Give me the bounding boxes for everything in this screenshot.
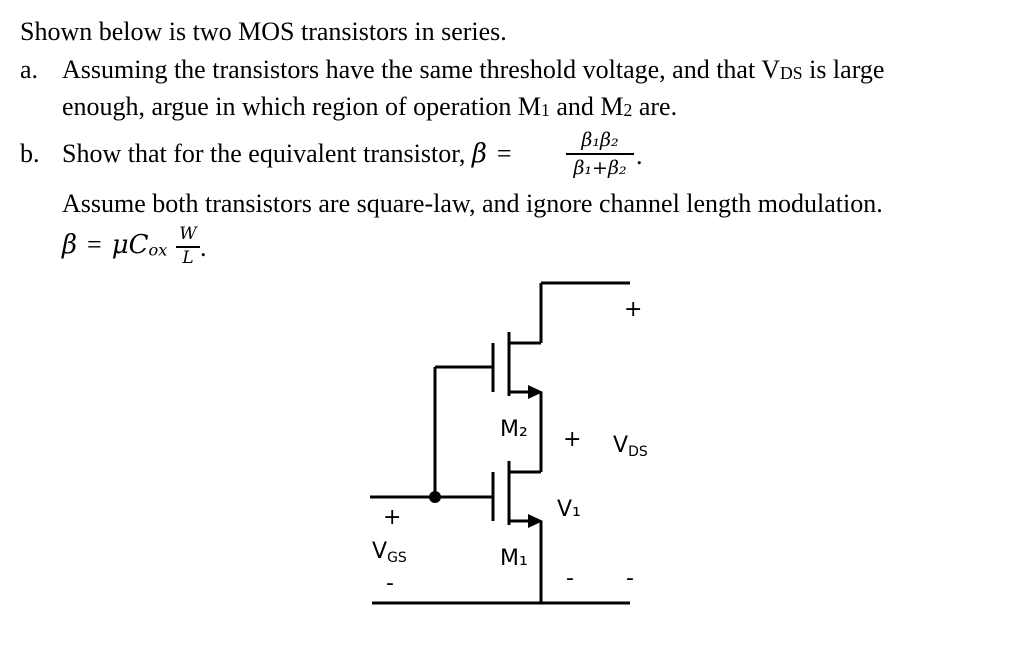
part-b-beta: β — [471, 139, 487, 169]
part-a-line2-sub1: 1 — [540, 99, 550, 120]
part-a-line1-sub: DS — [780, 62, 803, 83]
vds-subscript: DS — [628, 444, 648, 460]
gate-junction-dot — [429, 491, 441, 503]
part-b-statement: Show that for the equivalent transistor, — [62, 139, 472, 168]
part-a-line1-pre: Assuming the transistors have the same threshold voltage, and that V — [62, 55, 780, 84]
assume-text: Assume both transistors are square-law, and ignore channel length modulation. — [62, 189, 883, 218]
part-a-line2-mid: and M — [549, 92, 624, 121]
part-b-period: . — [636, 141, 643, 170]
vds-label — [613, 433, 648, 460]
beta-def-lhs: β — [62, 230, 78, 260]
beta-def-mu-c: μC — [111, 230, 149, 260]
v1-minus: - — [566, 566, 574, 591]
beta-def-numerator: W — [179, 224, 197, 244]
vgs-minus: - — [386, 571, 394, 596]
part-a-line2-post: are. — [632, 92, 678, 121]
vgs-plus: + — [383, 505, 402, 530]
v1-label: V₁ — [557, 497, 581, 522]
part-b-equals: = — [496, 139, 512, 168]
beta-def-equals: = — [87, 230, 102, 259]
vds-plus: + — [624, 297, 643, 322]
beta-def-ox: ox — [148, 240, 168, 260]
part-b-marker: b. — [20, 139, 40, 168]
part-a-line1-post: is large — [802, 55, 885, 84]
beta-def-denominator: L — [182, 248, 194, 268]
intro-text: Shown below is two MOS transistors in series. — [20, 17, 507, 46]
beta-def-period: . — [200, 233, 207, 262]
part-a-line2-pre: enough, argue in which region of operation M — [62, 92, 541, 121]
part-b-fraction-numerator: β₁β₂ — [581, 129, 619, 151]
part-a-marker: a. — [20, 55, 39, 84]
vgs-subscript: GS — [387, 550, 407, 566]
vds-letter: V — [613, 433, 629, 458]
v1-plus: + — [563, 427, 582, 452]
part-b-fraction-denominator: β₁+β₂ — [573, 157, 627, 179]
vgs-label — [372, 539, 407, 566]
vds-minus: - — [626, 566, 634, 591]
part-a-line2-sub2: 2 — [623, 99, 633, 120]
m2-label: M₂ — [500, 417, 528, 442]
m1-label: M₁ — [500, 546, 528, 571]
vgs-letter: V — [372, 539, 388, 564]
